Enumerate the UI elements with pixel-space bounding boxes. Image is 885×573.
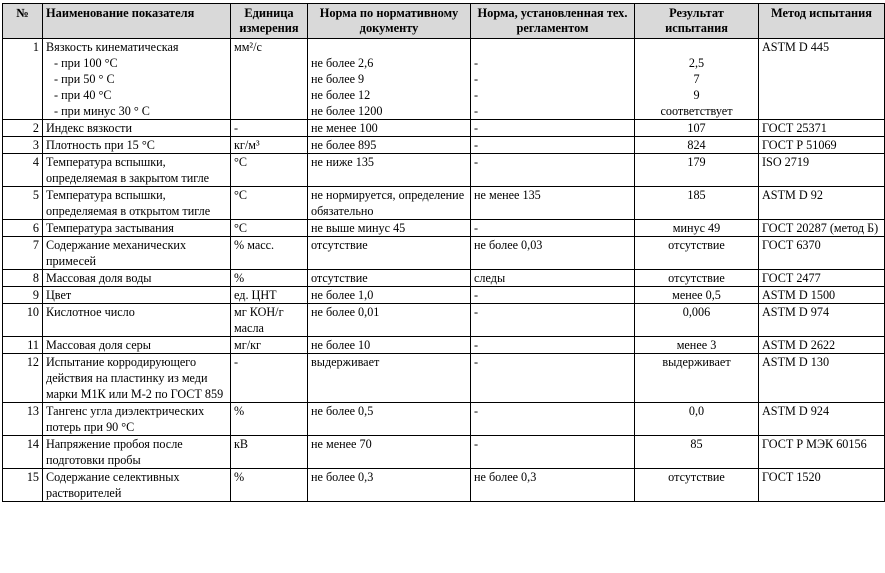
row-reg: не более 0,03 xyxy=(471,237,635,270)
row-norm: не выше минус 45 xyxy=(308,220,471,237)
row-name: Испытание корродирующего действия на пластинку из меди марки М1К или М-2 по ГОСТ 859 xyxy=(43,354,231,403)
row-num: 13 xyxy=(3,403,43,436)
table-row xyxy=(3,187,885,220)
row-reg: - xyxy=(471,287,635,304)
row-method: ASTM D 974 xyxy=(759,304,885,337)
row-unit: мг КОН/г масла xyxy=(231,304,308,337)
row-reg: - xyxy=(471,354,635,403)
row-method: ISO 2719 xyxy=(759,154,885,187)
row-norm: не менее 100 xyxy=(308,120,471,137)
row-name: Содержание селективных растворителей xyxy=(43,469,231,502)
row-unit: мг/кг xyxy=(231,337,308,354)
row-result: 107 xyxy=(635,120,759,137)
table-row xyxy=(3,137,885,154)
row-result: выдерживает xyxy=(635,354,759,403)
row-result: менее 3 xyxy=(635,337,759,354)
row-method: ASTM D 1500 xyxy=(759,287,885,304)
row-name: Массовая доля воды xyxy=(43,270,231,287)
row-unit: % xyxy=(231,469,308,502)
row-norm: не ниже 135 xyxy=(308,154,471,187)
row-reg: - xyxy=(471,436,635,469)
row-num: 15 xyxy=(3,469,43,502)
row-norm: отсутствие xyxy=(308,237,471,270)
header-name: Наименование показателя xyxy=(43,4,231,39)
row-name: Индекс вязкости xyxy=(43,120,231,137)
row-norm: не более 0,01 xyxy=(308,304,471,337)
row-unit: °С xyxy=(231,187,308,220)
row-result: отсутствие xyxy=(635,469,759,502)
row-name: Содержание механических примесей xyxy=(43,237,231,270)
row-result: 179 xyxy=(635,154,759,187)
row-sub-name: - при минус 30 ° С xyxy=(54,104,150,118)
row-norm: выдерживает xyxy=(308,354,471,403)
row-reg: - xyxy=(471,304,635,337)
row-name: Массовая доля серы xyxy=(43,337,231,354)
row-method: ASTM D 2622 xyxy=(759,337,885,354)
row-method: ASTM D 924 xyxy=(759,403,885,436)
header-method: Метод испытания xyxy=(759,4,885,39)
row-num: 6 xyxy=(3,220,43,237)
row-norm: не более 10 xyxy=(308,337,471,354)
row-result: менее 0,5 xyxy=(635,287,759,304)
table-row xyxy=(3,304,885,337)
table-row xyxy=(3,403,885,436)
row-result: 824 xyxy=(635,137,759,154)
row-unit: % xyxy=(231,403,308,436)
header-reg: Норма, установленная тех. регламентом xyxy=(471,4,635,39)
row-norm: не нормируется, определение обязательно xyxy=(308,187,471,220)
row-num: 8 xyxy=(3,270,43,287)
table-row xyxy=(3,270,885,287)
table-row xyxy=(3,220,885,237)
row-sub-name: - при 50 ° С xyxy=(54,72,115,86)
row-sub-norm: не более 2,6 xyxy=(311,56,374,70)
row-name: Тангенс угла диэлектрических потерь при 90 °С xyxy=(43,403,231,436)
row-unit: - xyxy=(231,354,308,403)
table-row-viscosity xyxy=(3,39,885,120)
row-num: 9 xyxy=(3,287,43,304)
row-name: Цвет xyxy=(43,287,231,304)
row-method: ГОСТ 6370 xyxy=(759,237,885,270)
row-method: ГОСТ 1520 xyxy=(759,469,885,502)
row-sub-reg: - xyxy=(474,104,479,118)
table-row xyxy=(3,354,885,403)
header-row xyxy=(3,4,885,39)
row-sub-name: - при 100 °С xyxy=(54,56,118,70)
header-result: Результат испытания xyxy=(635,4,759,39)
row-unit: ед. ЦНТ xyxy=(231,287,308,304)
row-result: отсутствие xyxy=(635,270,759,287)
row-num: 5 xyxy=(3,187,43,220)
row-method: ASTM D 130 xyxy=(759,354,885,403)
table-row xyxy=(3,237,885,270)
table-row xyxy=(3,469,885,502)
row-num: 7 xyxy=(3,237,43,270)
row-unit: кВ xyxy=(231,436,308,469)
row-sub-reg: - xyxy=(474,56,479,70)
table-row xyxy=(3,287,885,304)
row-unit: - xyxy=(231,120,308,137)
row-sub-result: 2,5 xyxy=(688,56,705,70)
row-norm: не более 0,5 xyxy=(308,403,471,436)
row-sub-result: 7 xyxy=(693,72,700,86)
row-num: 1 xyxy=(3,39,43,120)
table-row xyxy=(3,154,885,187)
row-name: Температура вспышки, определяемая в закрытом тигле xyxy=(43,154,231,187)
row-method: ГОСТ Р МЭК 60156 xyxy=(759,436,885,469)
row-norm xyxy=(308,39,471,120)
row-reg: - xyxy=(471,154,635,187)
row-name: Напряжение пробоя после подготовки пробы xyxy=(43,436,231,469)
row-sub-name: - при 40 °С xyxy=(54,88,112,102)
row-method: ASTM D 92 xyxy=(759,187,885,220)
row-method: ГОСТ 25371 xyxy=(759,120,885,137)
row-norm: не менее 70 xyxy=(308,436,471,469)
row-name xyxy=(43,39,231,120)
row-num: 14 xyxy=(3,436,43,469)
row-num: 11 xyxy=(3,337,43,354)
header-norm: Норма по нормативному документу xyxy=(308,4,471,39)
table-row xyxy=(3,436,885,469)
row-unit: % масс. xyxy=(231,237,308,270)
table-row xyxy=(3,120,885,137)
row-sub-result: соответствует xyxy=(660,104,733,118)
row-reg: не более 0,3 xyxy=(471,469,635,502)
row-name: Температура вспышки, определяемая в открытом тигле xyxy=(43,187,231,220)
row-name-main: Вязкость кинематическая xyxy=(46,40,179,54)
row-norm: не более 1,0 xyxy=(308,287,471,304)
row-reg: - xyxy=(471,120,635,137)
row-sub-norm: не более 1200 xyxy=(311,104,383,118)
row-result: 85 xyxy=(635,436,759,469)
row-num: 10 xyxy=(3,304,43,337)
row-unit: °С xyxy=(231,154,308,187)
row-result: 0,0 xyxy=(635,403,759,436)
row-method: ГОСТ 20287 (метод Б) xyxy=(759,220,885,237)
row-unit: кг/м³ xyxy=(231,137,308,154)
row-sub-result: 9 xyxy=(693,88,700,102)
row-num: 12 xyxy=(3,354,43,403)
row-num: 2 xyxy=(3,120,43,137)
row-name: Плотность при 15 °С xyxy=(43,137,231,154)
row-reg: не менее 135 xyxy=(471,187,635,220)
row-unit: % xyxy=(231,270,308,287)
row-result: 185 xyxy=(635,187,759,220)
row-result: отсутствие xyxy=(635,237,759,270)
row-sub-norm: не более 12 xyxy=(311,88,371,102)
row-result: 0,006 xyxy=(635,304,759,337)
row-reg: - xyxy=(471,403,635,436)
row-result xyxy=(635,39,759,120)
row-reg: - xyxy=(471,220,635,237)
row-reg: - xyxy=(471,137,635,154)
row-sub-reg: - xyxy=(474,72,479,86)
row-num: 4 xyxy=(3,154,43,187)
row-method: ГОСТ Р 51069 xyxy=(759,137,885,154)
header-unit: Единица измерения xyxy=(231,4,308,39)
row-norm: не более 0,3 xyxy=(308,469,471,502)
row-unit: °С xyxy=(231,220,308,237)
row-method: ASTM D 445 xyxy=(759,39,885,120)
row-num: 3 xyxy=(3,137,43,154)
specification-table xyxy=(2,3,885,502)
row-method: ГОСТ 2477 xyxy=(759,270,885,287)
row-reg: - xyxy=(471,337,635,354)
row-name: Кислотное число xyxy=(43,304,231,337)
row-result: минус 49 xyxy=(635,220,759,237)
row-reg: следы xyxy=(471,270,635,287)
row-unit: мм²/с xyxy=(231,39,308,120)
row-name: Температура застывания xyxy=(43,220,231,237)
header-num: № xyxy=(3,4,43,39)
row-norm: отсутствие xyxy=(308,270,471,287)
row-sub-norm: не более 9 xyxy=(311,72,365,86)
row-reg xyxy=(471,39,635,120)
table-row xyxy=(3,337,885,354)
row-sub-reg: - xyxy=(474,88,479,102)
row-norm: не более 895 xyxy=(308,137,471,154)
